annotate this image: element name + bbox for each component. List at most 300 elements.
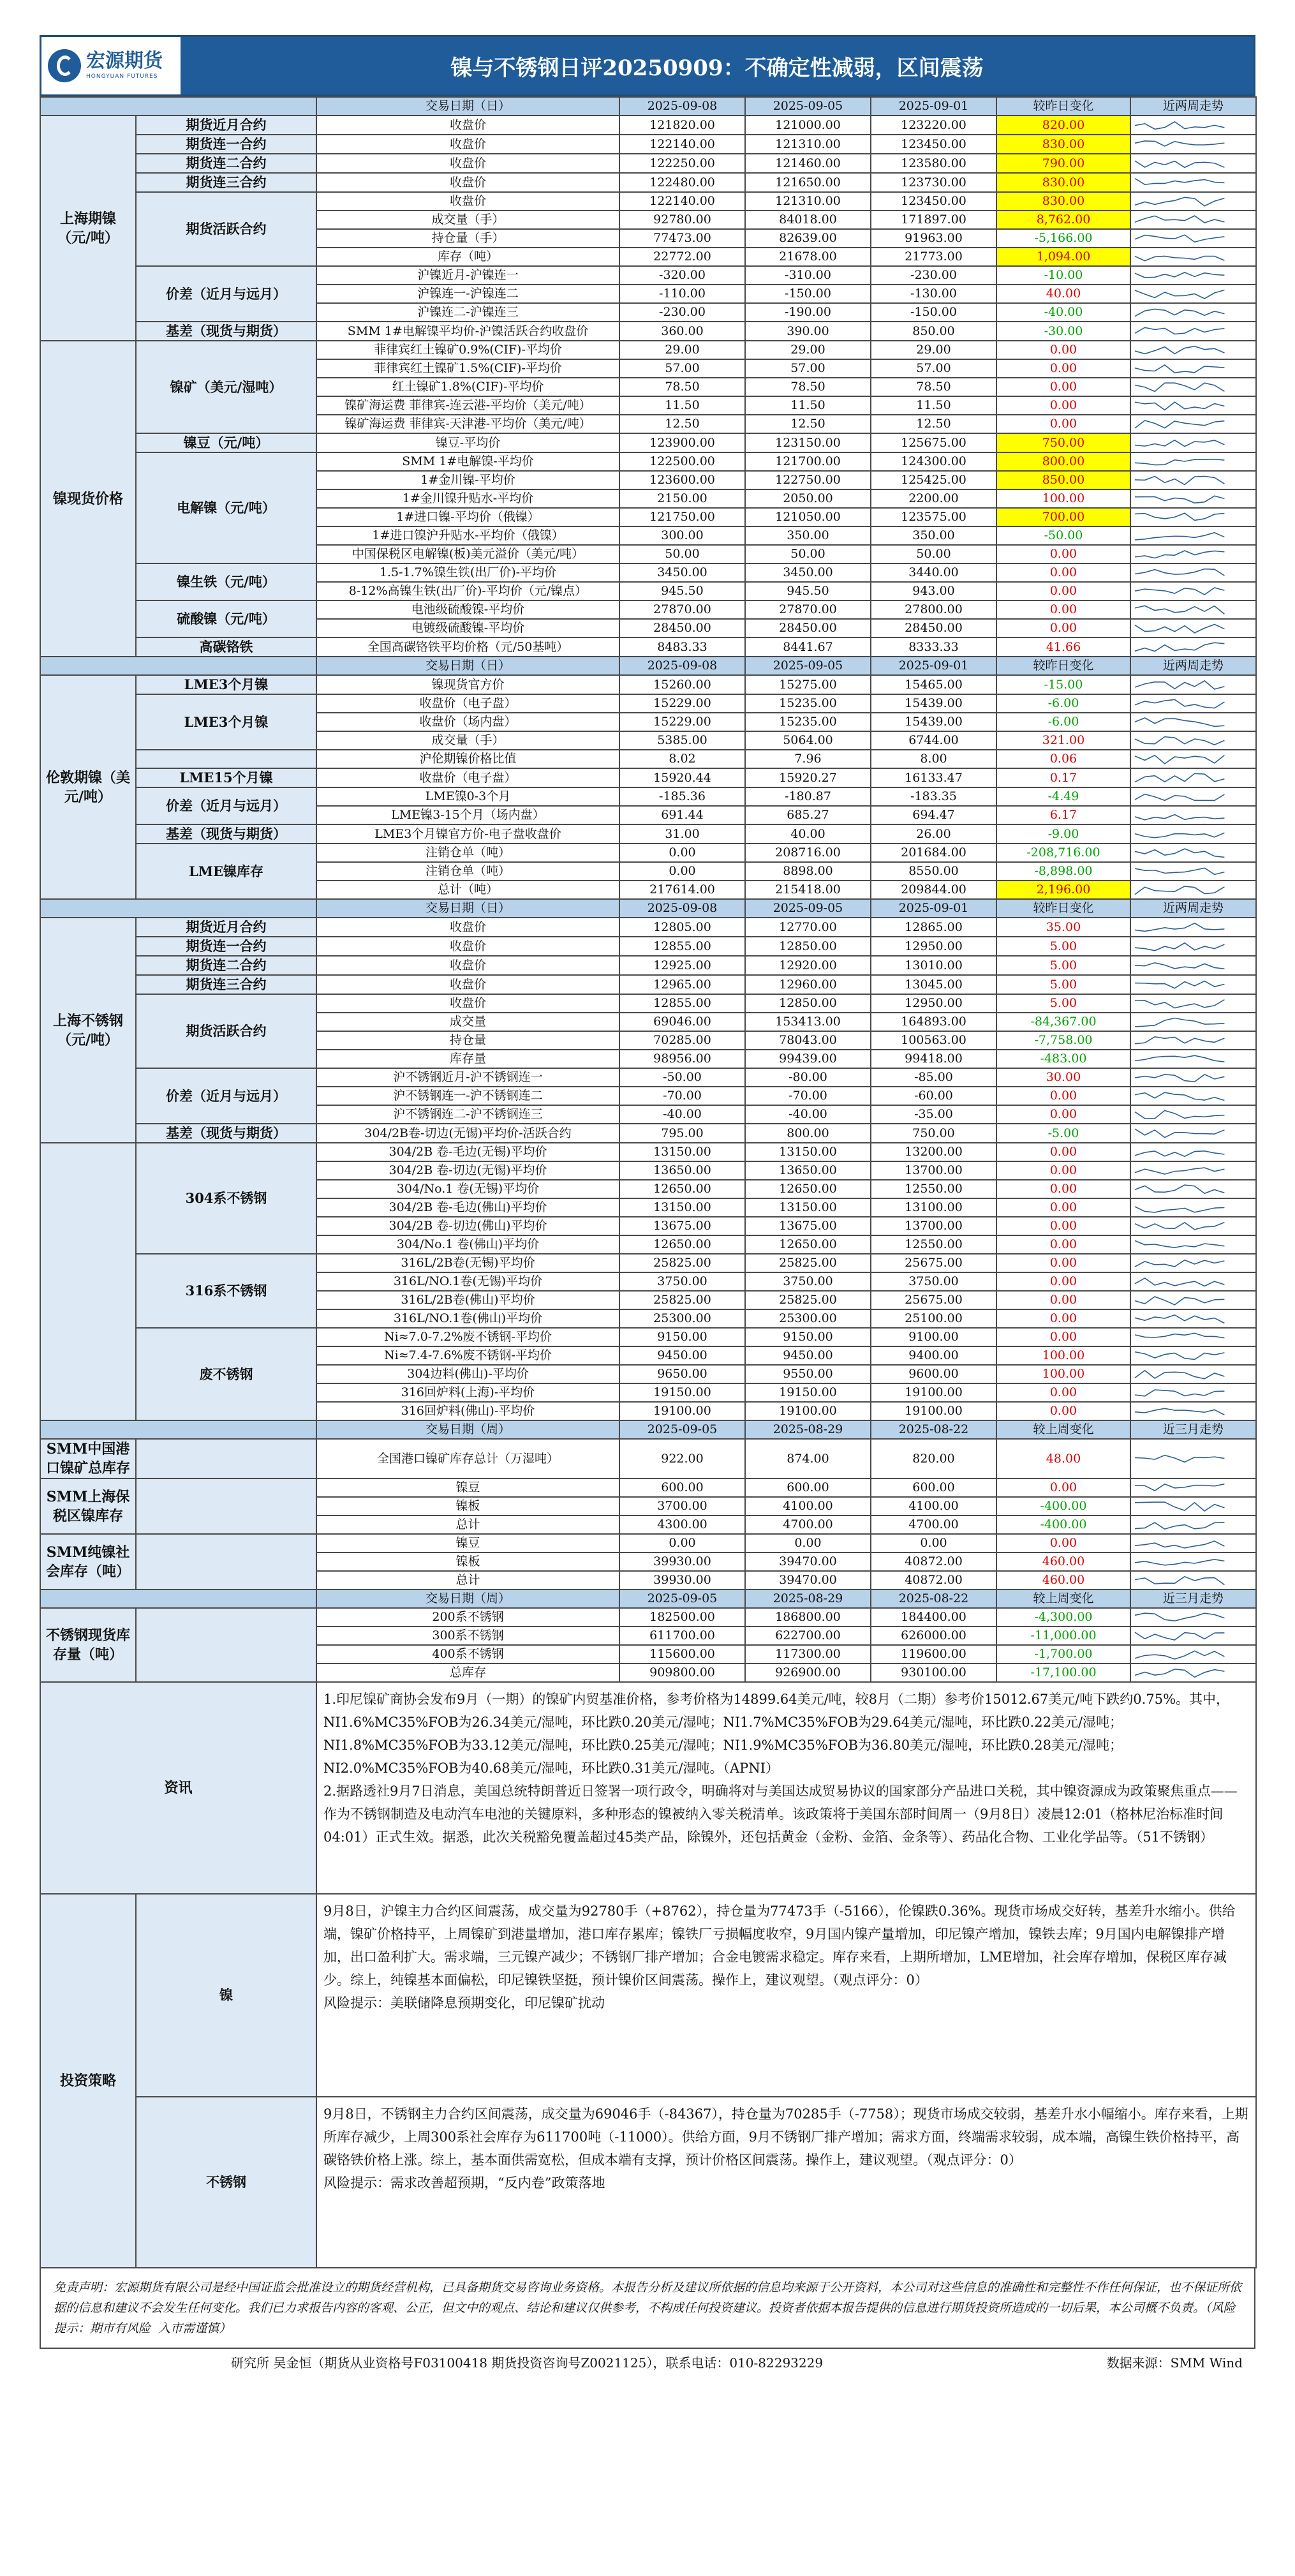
table-row xyxy=(40,1439,1256,1478)
value-cell: 6744.00 xyxy=(871,731,996,750)
trend-cell xyxy=(1130,1552,1256,1571)
indicator-name: 收盘价 xyxy=(316,937,619,956)
strategy-row xyxy=(40,1894,1256,2097)
sub-group-label: LME3个月镍 xyxy=(136,675,316,694)
indicator-name: 沪镍连二-沪镍连三 xyxy=(316,303,619,322)
value-cell: 926900.00 xyxy=(745,1664,871,1682)
value-cell: 12865.00 xyxy=(871,918,996,937)
change-cell: 460.00 xyxy=(996,1571,1130,1590)
trend-sparkline xyxy=(1132,808,1228,823)
change-cell: -5.00 xyxy=(996,1124,1130,1143)
value-cell: 945.50 xyxy=(745,582,871,600)
trend-cell xyxy=(1130,1627,1256,1645)
sub-group-label xyxy=(136,750,316,768)
date-header-row xyxy=(40,657,1256,675)
report-header xyxy=(40,35,1255,96)
change-cell: 750.00 xyxy=(996,433,1130,452)
group-label: SMM上海保税区镍库存 xyxy=(40,1478,136,1534)
indicator-name: 镍矿海运费 菲律宾-连云港-平均价（美元/吨） xyxy=(316,396,619,415)
change-cell: -400.00 xyxy=(996,1497,1130,1515)
trend-cell xyxy=(1130,433,1256,452)
indicator-name: SMM 1#电解镍-平均价 xyxy=(316,452,619,471)
value-cell: 15235.00 xyxy=(745,694,871,713)
value-cell: 121310.00 xyxy=(745,135,871,154)
column-header: 较上周变化 xyxy=(996,1590,1130,1608)
change-cell: 0.00 xyxy=(996,1291,1130,1309)
trend-cell xyxy=(1130,322,1256,341)
trend-cell xyxy=(1130,1571,1256,1590)
sparkline-line xyxy=(1135,833,1224,837)
strategy-text: 9月8日，沪镍主力合约区间震荡，成交量为92780手（+8762），持仓量为77473手（-5166），伦镍跌0.36%。现货市场成交好转，基差升水缩小。供给端，镍矿价格持平，上周镍矿到港量增加，港口库存累库；镍铁厂亏损幅度收窄，9月国内镍产量增加，印尼镍产增加，镍铁去库；9月国内电解镍排产增加，出口盈利扩大。需求端，三元镍产减少；不锈钢厂排产增加；合金电镀需求稳定。库存来看，上期所增加，LME增加，社会库存增加，保税区库存减少。综上，纯镍基本面偏松，印尼镍铁坚挺，预计镍价区间震荡。操作上，建议观望。（观点评分：0） 风险提示：美联储降息预期变化，印尼镍矿扰动 xyxy=(316,1894,1256,2097)
value-cell: 943.00 xyxy=(871,582,996,600)
indicator-name: 316L/2B卷(佛山)平均价 xyxy=(316,1291,619,1309)
value-cell: 15235.00 xyxy=(745,713,871,731)
table-row xyxy=(40,1068,1256,1087)
indicator-name: 总库存 xyxy=(316,1664,619,1682)
trend-cell xyxy=(1130,713,1256,731)
sparkline-line xyxy=(1135,1260,1224,1266)
value-cell: 19100.00 xyxy=(871,1402,996,1420)
value-cell: 874.00 xyxy=(745,1439,871,1478)
value-cell: 40.00 xyxy=(745,824,871,844)
sparkline-line xyxy=(1135,1390,1224,1396)
trend-sparkline xyxy=(1132,1349,1228,1363)
value-cell: 182500.00 xyxy=(619,1608,745,1627)
sub-group-label: 镍矿（美元/湿吨） xyxy=(136,341,316,433)
sparkline-line xyxy=(1135,1523,1224,1529)
column-header: 2025-09-05 xyxy=(745,899,871,918)
value-cell: -230.00 xyxy=(871,266,996,285)
value-cell: 12550.00 xyxy=(871,1180,996,1198)
sparkline-line xyxy=(1135,868,1224,874)
trend-sparkline xyxy=(1132,697,1228,711)
column-header: 2025-09-05 xyxy=(619,1420,745,1439)
sparkline-line xyxy=(1135,1240,1224,1247)
value-cell: 217614.00 xyxy=(619,881,745,899)
indicator-name: 304/No.1 卷(无锡)平均价 xyxy=(316,1180,619,1198)
company-logo xyxy=(41,37,181,94)
trend-cell xyxy=(1130,994,1256,1013)
value-cell: 28450.00 xyxy=(745,619,871,637)
sparkline-line xyxy=(1135,1185,1224,1193)
value-cell: 39470.00 xyxy=(745,1571,871,1590)
indicator-name: 收盘价 xyxy=(316,975,619,994)
change-cell: -6.00 xyxy=(996,694,1130,713)
change-cell: 830.00 xyxy=(996,135,1130,154)
trend-cell xyxy=(1130,248,1256,266)
sparkline-line xyxy=(1135,1206,1224,1212)
indicator-name: 成交量 xyxy=(316,1013,619,1031)
sub-group-label: 期货连一合约 xyxy=(136,135,316,154)
trend-cell xyxy=(1130,824,1256,844)
indicator-name: 304/2B 卷-切边(无锡)平均价 xyxy=(316,1161,619,1180)
sparkline-line xyxy=(1135,496,1224,503)
sparkline-line xyxy=(1135,440,1224,447)
change-cell: 0.00 xyxy=(996,341,1130,359)
value-cell: 153413.00 xyxy=(745,1013,871,1031)
value-cell: 122750.00 xyxy=(745,471,871,489)
value-cell: 13100.00 xyxy=(871,1198,996,1217)
value-cell: 121460.00 xyxy=(745,154,871,173)
trend-sparkline xyxy=(1132,1052,1228,1066)
sparkline-line xyxy=(1135,197,1224,205)
change-cell: 0.00 xyxy=(996,619,1130,637)
trend-cell xyxy=(1130,750,1256,768)
indicator-name: 1#进口镍-平均价（俄镍） xyxy=(316,508,619,526)
value-cell: 600.00 xyxy=(871,1478,996,1497)
trend-sparkline xyxy=(1132,269,1228,283)
value-cell: 15275.00 xyxy=(745,675,871,694)
indicator-name: 总计 xyxy=(316,1515,619,1534)
value-cell: 117300.00 xyxy=(745,1645,871,1664)
indicator-name: 200系不锈钢 xyxy=(316,1608,619,1627)
indicator-name: 持仓量（手） xyxy=(316,229,619,248)
value-cell: -183.35 xyxy=(871,787,996,806)
sparkline-line xyxy=(1135,256,1224,260)
value-cell: 4700.00 xyxy=(871,1515,996,1534)
group-label: 镍现货价格 xyxy=(40,341,136,657)
column-header: 交易日期（周） xyxy=(316,1420,619,1439)
trend-sparkline xyxy=(1132,678,1228,692)
sparkline-line xyxy=(1135,1110,1224,1119)
change-cell: 0.00 xyxy=(996,1383,1130,1402)
value-cell: 78043.00 xyxy=(745,1031,871,1050)
value-cell: 121650.00 xyxy=(745,173,871,192)
value-cell: 40872.00 xyxy=(871,1552,996,1571)
value-cell: 15439.00 xyxy=(871,694,996,713)
value-cell: 626000.00 xyxy=(871,1627,996,1645)
value-cell: 13200.00 xyxy=(871,1143,996,1161)
sparkline-line xyxy=(1135,346,1224,354)
trend-cell xyxy=(1130,806,1256,824)
sparkline-line xyxy=(1135,179,1224,184)
table-row xyxy=(40,1608,1256,1627)
value-cell: 12.50 xyxy=(619,415,745,433)
table-row xyxy=(40,1143,1256,1161)
change-cell: 100.00 xyxy=(996,1365,1130,1383)
column-header: 2025-08-22 xyxy=(871,1420,996,1439)
trend-cell xyxy=(1130,526,1256,545)
sub-group-label: 基差（现货与期货） xyxy=(136,322,316,341)
trend-cell xyxy=(1130,303,1256,322)
trend-sparkline xyxy=(1132,1666,1228,1680)
value-cell: 12960.00 xyxy=(745,975,871,994)
trend-sparkline xyxy=(1132,250,1228,264)
value-cell: 40872.00 xyxy=(871,1571,996,1590)
sparkline-line xyxy=(1135,383,1224,391)
trend-sparkline xyxy=(1132,790,1228,804)
header-blank xyxy=(40,97,316,115)
indicator-name: 库存（吨） xyxy=(316,248,619,266)
header-blank xyxy=(40,1590,316,1608)
value-cell: 121310.00 xyxy=(745,192,871,211)
indicator-name: 镍豆 xyxy=(316,1478,619,1497)
value-cell: 39470.00 xyxy=(745,1552,871,1571)
value-cell: 13150.00 xyxy=(745,1198,871,1217)
value-cell: 600.00 xyxy=(745,1478,871,1497)
change-cell: 0.00 xyxy=(996,1105,1130,1124)
sub-group-label: 期货活跃合约 xyxy=(136,192,316,266)
logo-text-cn: 宏源期货 xyxy=(86,50,163,72)
value-cell: 0.00 xyxy=(745,1534,871,1552)
sub-group-label xyxy=(136,1439,316,1478)
change-cell: 0.00 xyxy=(996,1161,1130,1180)
indicator-name: 注销仓单（吨） xyxy=(316,844,619,862)
trend-sparkline xyxy=(1132,920,1228,934)
sparkline-line xyxy=(1135,551,1224,558)
value-cell: 945.50 xyxy=(619,582,745,600)
trend-cell xyxy=(1130,1608,1256,1627)
change-cell: -483.00 xyxy=(996,1050,1130,1068)
value-cell: 12770.00 xyxy=(745,918,871,937)
value-cell: 15229.00 xyxy=(619,713,745,731)
trend-sparkline xyxy=(1132,118,1228,132)
change-cell: 35.00 xyxy=(996,918,1130,937)
indicator-name: 库存量 xyxy=(316,1050,619,1068)
sub-group-label: LME3个月镍 xyxy=(136,694,316,750)
indicator-name: 成交量（手） xyxy=(316,211,619,229)
sparkline-line xyxy=(1135,1370,1224,1378)
trend-cell xyxy=(1130,1328,1256,1346)
value-cell: 78.50 xyxy=(871,378,996,396)
change-cell: -1,700.00 xyxy=(996,1645,1130,1664)
value-cell: 25300.00 xyxy=(745,1309,871,1328)
value-cell: 39930.00 xyxy=(619,1552,745,1571)
trend-cell xyxy=(1130,1309,1256,1328)
table-row xyxy=(40,600,1256,619)
trend-sparkline xyxy=(1132,939,1228,953)
trend-sparkline xyxy=(1132,1293,1228,1307)
table-row xyxy=(40,433,1256,452)
trend-sparkline xyxy=(1132,1537,1228,1551)
trend-sparkline xyxy=(1132,1367,1228,1381)
value-cell: 611700.00 xyxy=(619,1627,745,1645)
trend-sparkline xyxy=(1132,1481,1228,1495)
trend-cell xyxy=(1130,975,1256,994)
table-row xyxy=(40,918,1256,937)
trend-sparkline xyxy=(1132,640,1228,654)
value-cell: 350.00 xyxy=(871,526,996,545)
sub-group-label: 基差（现货与期货） xyxy=(136,1124,316,1143)
indicator-name: 镍豆-平均价 xyxy=(316,433,619,452)
table-row xyxy=(40,937,1256,956)
sparkline-line xyxy=(1135,1613,1224,1621)
trend-sparkline xyxy=(1132,1126,1228,1140)
change-cell: 0.00 xyxy=(996,582,1130,600)
value-cell: 16133.47 xyxy=(871,768,996,787)
value-cell: 98956.00 xyxy=(619,1050,745,1068)
sparkline-line xyxy=(1135,886,1224,894)
indicator-name: 红土镍矿1.8%(CIF)-平均价 xyxy=(316,378,619,396)
trend-sparkline xyxy=(1132,473,1228,488)
trend-cell xyxy=(1130,1105,1256,1124)
value-cell: 186800.00 xyxy=(745,1608,871,1627)
value-cell: 19100.00 xyxy=(619,1402,745,1420)
value-cell: 909800.00 xyxy=(619,1664,745,1682)
sub-group-label: LME镍库存 xyxy=(136,844,316,899)
value-cell: 4100.00 xyxy=(745,1497,871,1515)
trend-sparkline xyxy=(1132,771,1228,785)
table-row xyxy=(40,563,1256,582)
sparkline-line xyxy=(1135,402,1224,410)
value-cell: 12855.00 xyxy=(619,937,745,956)
indicator-name: 1#进口镍沪升贴水-平均价（俄镍） xyxy=(316,526,619,545)
sub-group-label xyxy=(136,1534,316,1590)
indicator-name: 1.5-1.7%镍生铁(出厂价)-平均价 xyxy=(316,563,619,582)
value-cell: 27800.00 xyxy=(871,600,996,619)
value-cell: 9550.00 xyxy=(745,1365,871,1383)
trend-sparkline xyxy=(1132,1089,1228,1103)
value-cell: 122250.00 xyxy=(619,154,745,173)
value-cell: 99439.00 xyxy=(745,1050,871,1068)
sparkline-line xyxy=(1135,1541,1224,1548)
trend-sparkline xyxy=(1132,156,1228,170)
value-cell: 19100.00 xyxy=(871,1383,996,1402)
trend-cell xyxy=(1130,508,1256,526)
table-row xyxy=(40,1478,1256,1497)
table-row xyxy=(40,452,1256,471)
change-cell: -6.00 xyxy=(996,713,1130,731)
change-cell: 5.00 xyxy=(996,975,1130,994)
trend-cell xyxy=(1130,768,1256,787)
value-cell: 13650.00 xyxy=(619,1161,745,1180)
change-cell: -7,758.00 xyxy=(996,1031,1130,1050)
value-cell: 13650.00 xyxy=(745,1161,871,1180)
sparkline-line xyxy=(1135,718,1224,726)
sub-group-label: 304系不锈钢 xyxy=(136,1143,316,1254)
table-row xyxy=(40,192,1256,211)
column-header: 2025-09-05 xyxy=(745,97,871,115)
change-cell: 0.00 xyxy=(996,563,1130,582)
value-cell: 9650.00 xyxy=(619,1365,745,1383)
sparkline-line xyxy=(1135,1651,1224,1659)
trend-sparkline xyxy=(1132,1629,1228,1643)
value-cell: 15439.00 xyxy=(871,713,996,731)
value-cell: 390.00 xyxy=(745,322,871,341)
value-cell: 15920.44 xyxy=(619,768,745,787)
value-cell: 13010.00 xyxy=(871,956,996,975)
sparkline-line xyxy=(1135,923,1224,932)
column-header: 交易日期（日） xyxy=(316,899,619,918)
indicator-name: 镍板 xyxy=(316,1497,619,1515)
change-cell: 0.00 xyxy=(996,1143,1130,1161)
trend-sparkline xyxy=(1132,137,1228,151)
value-cell: 3750.00 xyxy=(745,1272,871,1291)
strategy-item-label: 镍 xyxy=(136,1894,316,2097)
trend-cell xyxy=(1130,619,1256,637)
sparkline-line xyxy=(1135,272,1224,277)
sparkline-line xyxy=(1135,587,1224,594)
value-cell: 9600.00 xyxy=(871,1365,996,1383)
trend-cell xyxy=(1130,471,1256,489)
indicator-name: 304边料(佛山)-平均价 xyxy=(316,1365,619,1383)
trend-sparkline xyxy=(1132,1238,1228,1252)
table-row xyxy=(40,322,1256,341)
value-cell: 694.47 xyxy=(871,806,996,824)
date-header-row xyxy=(40,1420,1256,1439)
trend-cell xyxy=(1130,229,1256,248)
date-header-row xyxy=(40,1590,1256,1608)
value-cell: 12805.00 xyxy=(619,918,745,937)
trend-cell xyxy=(1130,341,1256,359)
value-cell: -150.00 xyxy=(745,285,871,303)
table-row xyxy=(40,115,1256,135)
trend-cell xyxy=(1130,1013,1256,1031)
table-row xyxy=(40,1254,1256,1272)
value-cell: 121050.00 xyxy=(745,508,871,526)
trend-sparkline xyxy=(1132,734,1228,748)
sparkline-line xyxy=(1135,1484,1224,1490)
indicator-name: 304/2B 卷-毛边(佛山)平均价 xyxy=(316,1198,619,1217)
strategy-label: 投资策略 xyxy=(40,1894,136,2268)
sub-group-label: 废不锈钢 xyxy=(136,1328,316,1420)
change-cell: 460.00 xyxy=(996,1552,1130,1571)
indicator-name: 镍现货官方价 xyxy=(316,675,619,694)
column-header: 近两周走势 xyxy=(1130,899,1256,918)
value-cell: -320.00 xyxy=(619,266,745,285)
value-cell: 215418.00 xyxy=(745,881,871,899)
trend-cell xyxy=(1130,1515,1256,1534)
value-cell: 685.27 xyxy=(745,806,871,824)
column-header: 近两周走势 xyxy=(1130,657,1256,675)
value-cell: -60.00 xyxy=(871,1087,996,1105)
column-header: 2025-09-08 xyxy=(619,899,745,918)
report-title: 镍与不锈钢日评20250909：不确定性减弱，区间震荡 xyxy=(450,55,984,81)
column-header: 2025-08-29 xyxy=(745,1420,871,1439)
sub-group-label: 期货近月合约 xyxy=(136,918,316,937)
value-cell: 795.00 xyxy=(619,1124,745,1143)
sparkline-line xyxy=(1135,1333,1224,1337)
sparkline-line xyxy=(1135,420,1224,428)
trend-cell xyxy=(1130,1291,1256,1309)
change-cell: 850.00 xyxy=(996,471,1130,489)
disclaimer: 免责声明：宏源期货有限公司是经中国证监会批准设立的期货经营机构，已具备期货交易咨询业务资格。本报告分析及建议所依据的信息均来源于公开资料，本公司对这些信息的准确性和完整性不作任何保证，也不保证所依据的信息和建议不会发生任何变化。我们已力求报告内容的客观、公正，但文中的观点、结论和建议仅供参考，不构成任何投资建议。投资者依据本报告提供的信息进行期货投资所造成的一切后果，本公司概不负责。（风险提示：期市有风险 入市需谨慎） xyxy=(40,2268,1255,2349)
trend-sparkline xyxy=(1132,846,1228,860)
value-cell: 15260.00 xyxy=(619,675,745,694)
value-cell: 600.00 xyxy=(619,1478,745,1497)
change-cell: 0.00 xyxy=(996,1534,1130,1552)
value-cell: 77473.00 xyxy=(619,229,745,248)
value-cell: 12920.00 xyxy=(745,956,871,975)
trend-cell xyxy=(1130,862,1256,881)
trend-cell xyxy=(1130,378,1256,396)
value-cell: 4100.00 xyxy=(871,1497,996,1515)
trend-cell xyxy=(1130,452,1256,471)
change-cell: 0.00 xyxy=(996,1272,1130,1291)
sub-group-label xyxy=(136,1608,316,1682)
change-cell: 0.06 xyxy=(996,750,1130,768)
indicator-name: 316L/NO.1卷(无锡)平均价 xyxy=(316,1272,619,1291)
trend-sparkline xyxy=(1132,455,1228,469)
value-cell: 208716.00 xyxy=(745,844,871,862)
indicator-name: 全国高碳铬铁平均价格（元/50基吨） xyxy=(316,637,619,657)
trend-sparkline xyxy=(1132,1500,1228,1514)
sparkline-line xyxy=(1135,1129,1224,1137)
trend-sparkline xyxy=(1132,1312,1228,1326)
table-row xyxy=(40,956,1256,975)
value-cell: -80.00 xyxy=(745,1068,871,1087)
table-row xyxy=(40,768,1256,787)
indicator-name: 8-12%高镍生铁(出厂价)-平均价（元/镍点） xyxy=(316,582,619,600)
value-cell: 3450.00 xyxy=(745,563,871,582)
change-cell: -9.00 xyxy=(996,824,1130,844)
column-header: 较上周变化 xyxy=(996,1420,1130,1439)
sparkline-line xyxy=(1135,773,1224,782)
indicator-name: 收盘价（电子盘） xyxy=(316,768,619,787)
trend-cell xyxy=(1130,154,1256,173)
value-cell: 57.00 xyxy=(745,359,871,378)
indicator-name: 沪伦期镍价格比值 xyxy=(316,750,619,768)
